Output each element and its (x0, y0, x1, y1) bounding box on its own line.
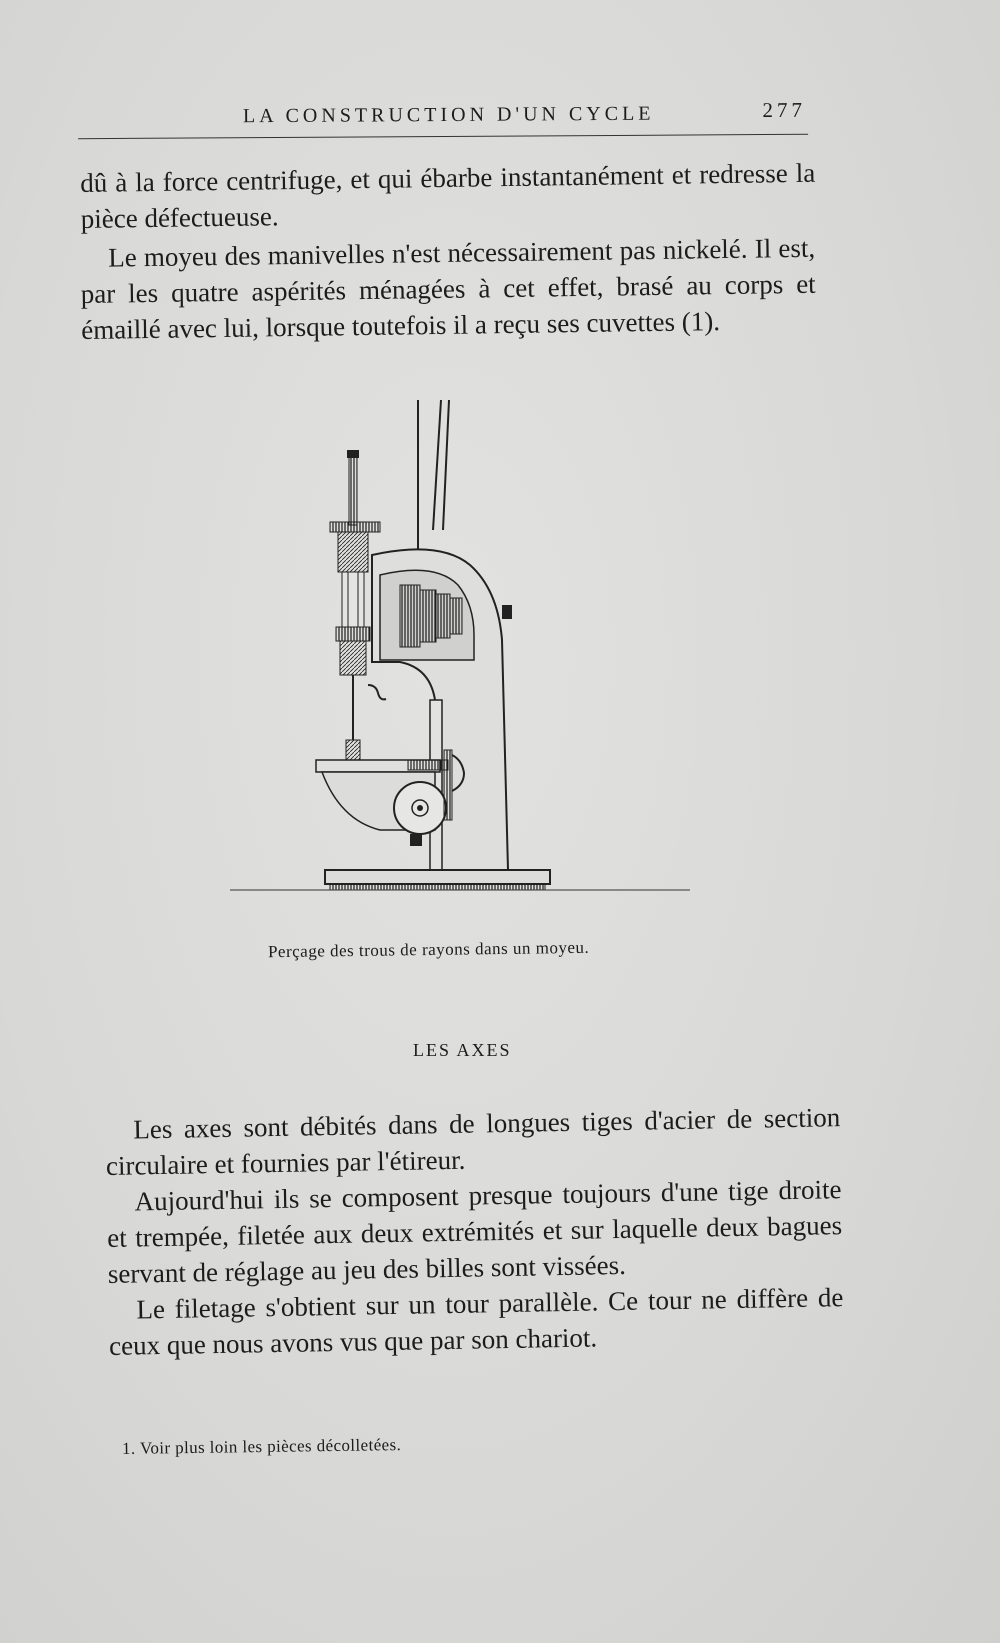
paragraph-continuation: dû à la force centrifuge, et qui ébarbe instantanément et redresse la pièce défectueuse. (80, 157, 816, 234)
figure-caption: Perçage des trous de rayons dans un moyeu. (267, 937, 590, 962)
paragraph-axles-threading: Le filetage s'obtient sur un tour parallèle. Ce tour ne diffère de ceux que nous avons vus que par son chariot. (108, 1282, 844, 1361)
section-body (105, 1099, 844, 1364)
page-header (78, 94, 808, 139)
section-title: LES AXES (413, 1040, 512, 1060)
paragraph-axles-composition: Aujourd'hui ils se composent presque toujours d'une tige droite et trempée, filetée aux deux extrémités et sur laquelle deux bagues servant de réglage au jeu des billes sont vissées. (106, 1174, 843, 1289)
drilling-machine-illustration (230, 400, 690, 940)
paragraph-crank-hub: Le moyeu des manivelles n'est nécessairement pas nickelé. Il est, par les quatre aspérités ménagées à cet effet, brasé au corps et émaillé avec lui, lorsque toutefois il a reçu ses cuvettes (1). (80, 232, 816, 345)
footnote: 1. Voir plus loin les pièces décolletées. (121, 1435, 402, 1458)
paragraph-axles-intro: Les axes sont débités dans de longues tiges d'acier de section circulaire et fournies par l'étireur. (105, 1102, 841, 1181)
page-number: 277 (762, 97, 807, 123)
running-title: LA CONSTRUCTION D'UN CYCLE (242, 102, 655, 128)
